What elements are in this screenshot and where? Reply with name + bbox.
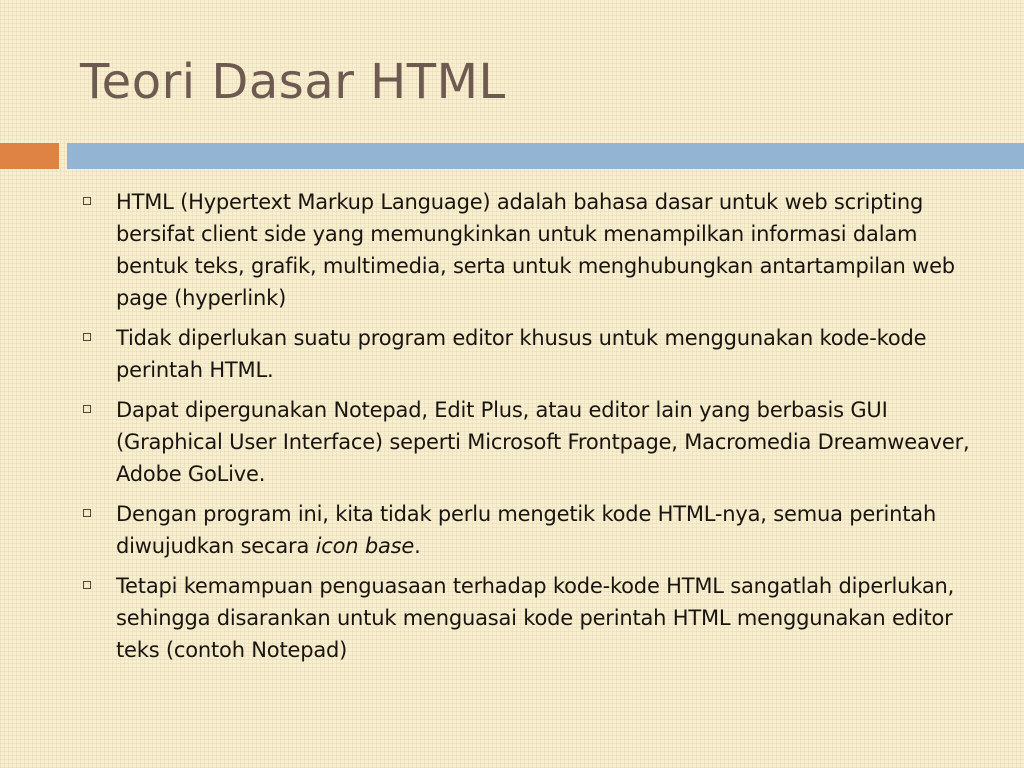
bullet-text: Tetapi kemampuan penguasaan terhadap kode-kode HTML sangatlah diperlukan, sehingga disarankan untuk menguasai kode perintah HTML menggunakan editor teks (contoh Notepad) — [116, 574, 955, 662]
bullet-text-part: . — [414, 534, 421, 558]
accent-bar — [0, 143, 59, 169]
hollow-square-bullet-icon — [83, 333, 91, 341]
bullet-text: Dapat dipergunakan Notepad, Edit Plus, atau editor lain yang berbasis GUI (Graphical User Interface) seperti Microsoft Frontpage, Macromedia Dreamweaver, Adobe GoLive. — [116, 398, 970, 486]
hollow-square-bullet-icon — [83, 197, 91, 205]
bullet-text — [116, 498, 980, 562]
hollow-square-bullet-icon — [83, 405, 91, 413]
slide-title: Teori Dasar HTML — [80, 54, 506, 110]
bullet-item — [80, 498, 980, 562]
bullet-text-italic: icon base — [315, 534, 415, 558]
bullet-text: Tidak diperlukan suatu program editor khusus untuk menggunakan kode-kode perintah HTML. — [116, 326, 927, 382]
hollow-square-bullet-icon — [83, 581, 91, 589]
bullet-text: HTML (Hypertext Markup Language) adalah bahasa dasar untuk web scripting bersifat client side yang memungkinkan untuk menampilkan informasi dalam bentuk teks, grafik, multimedia, serta untuk menghubungkan antartampilan web page (hyperlink) — [116, 190, 955, 310]
bullet-list — [80, 186, 980, 674]
bullet-item — [80, 322, 980, 386]
title-rule-bar — [67, 143, 1024, 169]
bullet-text-part: Dengan program ini, kita tidak perlu mengetik kode HTML-nya, semua perintah diwujudkan secara — [116, 502, 937, 558]
bullet-item — [80, 394, 980, 490]
bullet-item — [80, 186, 980, 314]
hollow-square-bullet-icon — [83, 509, 91, 517]
bullet-item — [80, 570, 980, 666]
